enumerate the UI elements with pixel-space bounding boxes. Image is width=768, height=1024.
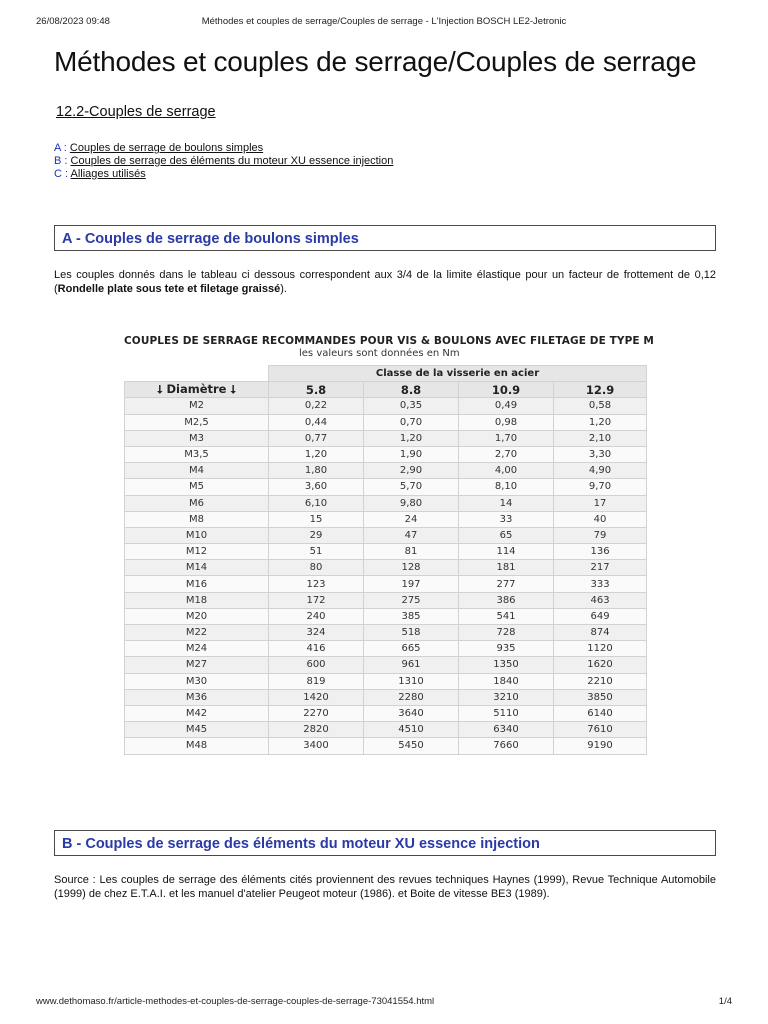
torque-value-cell: 2820 [269, 722, 364, 738]
diameter-cell: M12 [125, 544, 269, 560]
table-row [125, 738, 647, 754]
table-row [125, 495, 647, 511]
table-row [125, 608, 647, 624]
torque-value-cell: 197 [364, 576, 459, 592]
section-a-intro [54, 268, 716, 296]
intro-text-end: ). [280, 283, 287, 295]
diameter-cell: M2 [125, 398, 269, 414]
torque-value-cell: 518 [364, 625, 459, 641]
torque-value-cell: 1,20 [554, 414, 647, 430]
torque-value-cell: 385 [364, 608, 459, 624]
torque-value-cell: 15 [269, 511, 364, 527]
diameter-cell: M4 [125, 463, 269, 479]
toc-letter: C [54, 168, 62, 180]
torque-value-cell: 0,70 [364, 414, 459, 430]
diameter-cell: M27 [125, 657, 269, 673]
intro-text: Les couples donnés dans le tableau ci dessous correspondent aux 3/4 de la limite élastique pour un facteur de frottement de 0,12 ( [54, 269, 716, 295]
torque-value-cell: 81 [364, 544, 459, 560]
torque-value-cell: 29 [269, 527, 364, 543]
toc-link-b[interactable]: Couples de serrage des éléments du moteur XU essence injection [70, 155, 394, 167]
table-of-contents [54, 142, 716, 181]
diameter-cell: M48 [125, 738, 269, 754]
table-row [125, 446, 647, 462]
table-corner [125, 366, 269, 382]
article-content [54, 46, 716, 296]
diameter-cell: M14 [125, 560, 269, 576]
diameter-cell: M45 [125, 722, 269, 738]
page-title: Méthodes et couples de serrage/Couples de serrage [54, 46, 697, 77]
torque-value-cell: 0,49 [459, 398, 554, 414]
torque-value-cell: 7660 [459, 738, 554, 754]
print-doc-title: Méthodes et couples de serrage/Couples de serrage - L'Injection BOSCH LE2-Jetronic [201, 16, 567, 27]
diameter-cell: M42 [125, 705, 269, 721]
torque-value-cell: 600 [269, 657, 364, 673]
torque-value-cell: 0,44 [269, 414, 364, 430]
torque-value-cell: 65 [459, 527, 554, 543]
torque-value-cell: 3640 [364, 705, 459, 721]
torque-value-cell: 1,20 [364, 430, 459, 446]
section-b [54, 830, 716, 901]
section-a-heading: A - Couples de serrage de boulons simples [54, 225, 716, 251]
torque-value-cell: 3,30 [554, 446, 647, 462]
torque-value-cell: 79 [554, 527, 647, 543]
torque-value-cell: 1,90 [364, 446, 459, 462]
torque-value-cell: 6340 [459, 722, 554, 738]
table-row [125, 705, 647, 721]
torque-value-cell: 5,70 [364, 479, 459, 495]
diameter-cell: M24 [125, 641, 269, 657]
diameter-cell: M10 [125, 527, 269, 543]
torque-value-cell: 1350 [459, 657, 554, 673]
torque-value-cell: 6,10 [269, 495, 364, 511]
diameter-cell: M2,5 [125, 414, 269, 430]
torque-value-cell: 128 [364, 560, 459, 576]
torque-value-cell: 728 [459, 625, 554, 641]
torque-value-cell: 9,80 [364, 495, 459, 511]
table-grade-row [125, 382, 647, 398]
torque-value-cell: 7610 [554, 722, 647, 738]
diameter-cell: M22 [125, 625, 269, 641]
table-row [125, 398, 647, 414]
table-row [125, 430, 647, 446]
table-row [125, 722, 647, 738]
torque-value-cell: 172 [269, 592, 364, 608]
torque-value-cell: 324 [269, 625, 364, 641]
diameter-cell: M30 [125, 673, 269, 689]
torque-value-cell: 24 [364, 511, 459, 527]
torque-value-cell: 1120 [554, 641, 647, 657]
torque-value-cell: 217 [554, 560, 647, 576]
table-row [125, 479, 647, 495]
torque-value-cell: 541 [459, 608, 554, 624]
torque-value-cell: 2280 [364, 689, 459, 705]
page-number: 1/4 [718, 996, 732, 1007]
grade-header: 12.9 [554, 382, 647, 398]
torque-value-cell: 3,60 [269, 479, 364, 495]
table-row [125, 657, 647, 673]
steel-class-label: Classe de la visserie en acier [269, 366, 647, 382]
diameter-cell: M6 [125, 495, 269, 511]
torque-value-cell: 1,20 [269, 446, 364, 462]
grade-header: 8.8 [364, 382, 459, 398]
torque-value-cell: 0,77 [269, 430, 364, 446]
torque-value-cell: 33 [459, 511, 554, 527]
torque-value-cell: 240 [269, 608, 364, 624]
diameter-cell: M3,5 [125, 446, 269, 462]
torque-value-cell: 0,98 [459, 414, 554, 430]
toc-link-c[interactable]: Alliages utilisés [70, 168, 146, 180]
table-row [125, 576, 647, 592]
toc-letter: A [54, 142, 61, 154]
torque-value-cell: 2,70 [459, 446, 554, 462]
table-row [125, 511, 647, 527]
intro-bold-text: Rondelle plate sous tete et filetage graissé [57, 283, 281, 295]
torque-value-cell: 2270 [269, 705, 364, 721]
torque-value-cell: 935 [459, 641, 554, 657]
torque-value-cell: 6140 [554, 705, 647, 721]
diameter-cell: M18 [125, 592, 269, 608]
table-row [125, 544, 647, 560]
torque-value-cell: 819 [269, 673, 364, 689]
print-url: www.dethomaso.fr/article-methodes-et-couples-de-serrage-couples-de-serrage-73041554.html [36, 996, 435, 1007]
torque-table [124, 365, 647, 755]
torque-value-cell: 961 [364, 657, 459, 673]
torque-value-cell: 40 [554, 511, 647, 527]
print-date: 26/08/2023 09:48 [36, 16, 110, 27]
torque-value-cell: 0,58 [554, 398, 647, 414]
table-row [125, 527, 647, 543]
torque-value-cell: 1310 [364, 673, 459, 689]
torque-value-cell: 649 [554, 608, 647, 624]
torque-value-cell: 0,22 [269, 398, 364, 414]
diameter-cell: M8 [125, 511, 269, 527]
torque-value-cell: 4,00 [459, 463, 554, 479]
torque-value-cell: 333 [554, 576, 647, 592]
torque-value-cell: 181 [459, 560, 554, 576]
torque-value-cell: 47 [364, 527, 459, 543]
torque-value-cell: 1420 [269, 689, 364, 705]
torque-value-cell: 386 [459, 592, 554, 608]
torque-value-cell: 5110 [459, 705, 554, 721]
torque-value-cell: 3400 [269, 738, 364, 754]
torque-value-cell: 14 [459, 495, 554, 511]
table-row [125, 414, 647, 430]
torque-value-cell: 2,90 [364, 463, 459, 479]
torque-value-cell: 114 [459, 544, 554, 560]
torque-value-cell: 1620 [554, 657, 647, 673]
toc-item-c: C : Alliages utilisés [54, 168, 146, 180]
torque-value-cell: 874 [554, 625, 647, 641]
torque-value-cell: 3850 [554, 689, 647, 705]
torque-value-cell: 123 [269, 576, 364, 592]
torque-value-cell: 416 [269, 641, 364, 657]
torque-value-cell: 17 [554, 495, 647, 511]
table-row [125, 560, 647, 576]
diameter-header: ⭣ Diamètre ⭣ [125, 382, 269, 398]
torque-table-figure [124, 335, 654, 755]
torque-value-cell: 2210 [554, 673, 647, 689]
diameter-cell: M20 [125, 608, 269, 624]
torque-value-cell: 1,80 [269, 463, 364, 479]
diameter-cell: M3 [125, 430, 269, 446]
diameter-cell: M5 [125, 479, 269, 495]
table-row [125, 673, 647, 689]
grade-header: 10.9 [459, 382, 554, 398]
print-footer [36, 996, 732, 1010]
torque-value-cell: 5450 [364, 738, 459, 754]
torque-value-cell: 0,35 [364, 398, 459, 414]
table-row [125, 641, 647, 657]
torque-value-cell: 4,90 [554, 463, 647, 479]
toc-link-a[interactable]: Couples de serrage de boulons simples [69, 142, 264, 154]
torque-value-cell: 136 [554, 544, 647, 560]
torque-value-cell: 9,70 [554, 479, 647, 495]
section-subtitle: 12.2-Couples de serrage [56, 104, 216, 120]
torque-value-cell: 2,10 [554, 430, 647, 446]
table-header-row [125, 366, 647, 382]
torque-value-cell: 8,10 [459, 479, 554, 495]
table-row [125, 689, 647, 705]
section-b-heading: B - Couples de serrage des éléments du moteur XU essence injection [54, 830, 716, 856]
torque-value-cell: 80 [269, 560, 364, 576]
table-row [125, 625, 647, 641]
torque-value-cell: 3210 [459, 689, 554, 705]
torque-value-cell: 1840 [459, 673, 554, 689]
diameter-cell: M16 [125, 576, 269, 592]
torque-value-cell: 665 [364, 641, 459, 657]
table-row [125, 463, 647, 479]
torque-value-cell: 275 [364, 592, 459, 608]
toc-item-b: B : Couples de serrage des éléments du moteur XU essence injection [54, 155, 394, 167]
toc-letter: B [54, 155, 62, 167]
torque-table-title: COUPLES DE SERRAGE RECOMMANDES POUR VIS & BOULONS AVEC FILETAGE DE TYPE M [124, 335, 654, 347]
torque-value-cell: 1,70 [459, 430, 554, 446]
table-row [125, 592, 647, 608]
toc-item-a: A : Couples de serrage de boulons simples [54, 142, 264, 154]
torque-value-cell: 51 [269, 544, 364, 560]
torque-value-cell: 277 [459, 576, 554, 592]
torque-value-cell: 463 [554, 592, 647, 608]
torque-table-subtitle: les valeurs sont données en Nm [299, 348, 460, 359]
diameter-cell: M36 [125, 689, 269, 705]
print-header [36, 16, 732, 30]
grade-header: 5.8 [269, 382, 364, 398]
torque-value-cell: 4510 [364, 722, 459, 738]
section-b-source: Source : Les couples de serrage des éléments cités proviennent des revues techniques Haynes (1999), Revue Technique Automobile (1999) de chez E.T.A.I. et les manuel d'atelier Peugeot moteur (1986). et Boite de vitesse BE3 (1989). [54, 874, 716, 900]
torque-value-cell: 9190 [554, 738, 647, 754]
